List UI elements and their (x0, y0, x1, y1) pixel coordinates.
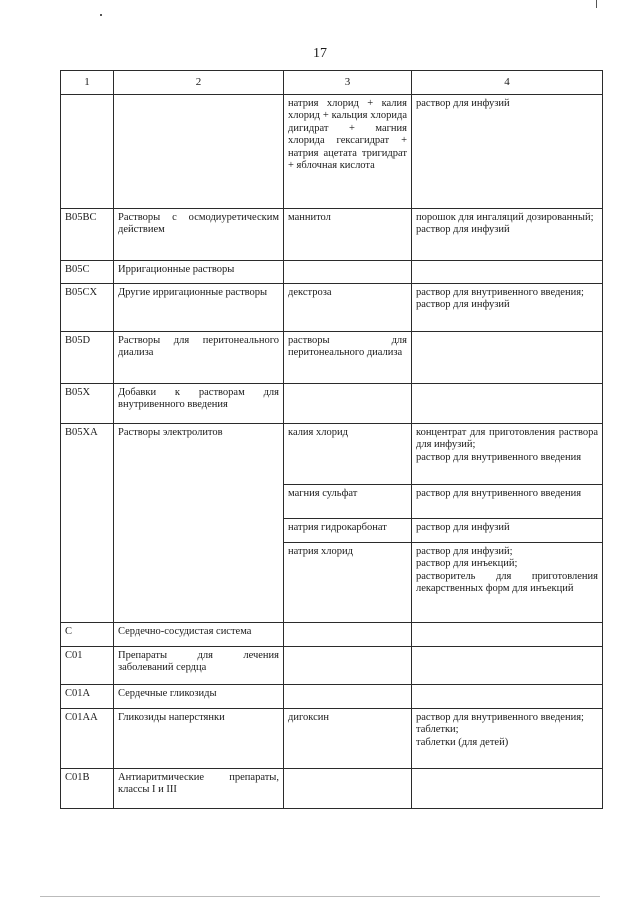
dosage-form-cell: раствор для внутривенного введения; таблетки; таблетки (для детей) (412, 708, 603, 768)
table-row (61, 283, 603, 331)
table-row (61, 423, 603, 484)
dosage-form-cell: раствор для инфузий (412, 518, 603, 542)
atc-code-cell: B05CX (61, 283, 114, 331)
drug-name-cell: декстроза (284, 283, 412, 331)
atc-code-cell: B05C (61, 260, 114, 283)
dosage-form-cell: раствор для инфузий; раствор для инъекций; растворитель для приготовления лекарственных форм для инъекций (412, 542, 603, 622)
drug-name-cell: калия хлорид (284, 423, 412, 484)
dosage-form-cell: раствор для внутривенного введения (412, 484, 603, 518)
drug-name-cell: растворы для перитонеального диализа (284, 331, 412, 383)
dosage-form-cell (412, 684, 603, 708)
drug-name-cell (284, 684, 412, 708)
atc-code-cell: C01 (61, 646, 114, 684)
group-name-cell: Ирригационные растворы (114, 260, 284, 283)
group-name-cell: Гликозиды наперстянки (114, 708, 284, 768)
atc-code-cell: B05XA (61, 423, 114, 622)
table-row (61, 684, 603, 708)
dosage-form-cell: раствор для инфузий (412, 94, 603, 208)
drug-name-cell (284, 260, 412, 283)
table-row (61, 708, 603, 768)
drug-name-cell: магния сульфат (284, 484, 412, 518)
drug-name-cell (284, 768, 412, 808)
atc-code-cell (61, 94, 114, 208)
table-row (61, 94, 603, 208)
group-name-cell: Сердечно-сосудистая система (114, 622, 284, 646)
table-row (61, 768, 603, 808)
drug-name-cell: натрия хлорид (284, 542, 412, 622)
scan-mark (40, 896, 600, 897)
header-col-1: 1 (61, 71, 114, 95)
drug-name-cell (284, 646, 412, 684)
group-name-cell: Добавки к растворам для внутривенного введения (114, 383, 284, 423)
group-name-cell: Антиаритмические препараты, классы I и III (114, 768, 284, 808)
dosage-form-cell (412, 768, 603, 808)
drug-name-cell (284, 622, 412, 646)
atc-code-cell: B05BC (61, 208, 114, 260)
scan-mark (100, 14, 102, 16)
group-name-cell: Препараты для лечения заболеваний сердца (114, 646, 284, 684)
dosage-form-cell (412, 646, 603, 684)
table-row (61, 622, 603, 646)
drug-name-cell: натрия хлорид + калия хлорид + кальция хлорида дигидрат + магния хлорида гексагидрат + натрия ацетата тригидрат + яблочная кислота (284, 94, 412, 208)
scan-mark (596, 0, 597, 8)
page-number: 17 (313, 46, 327, 61)
table-row (61, 208, 603, 260)
dosage-form-cell (412, 383, 603, 423)
dosage-form-cell: раствор для внутривенного введения; раствор для инфузий (412, 283, 603, 331)
drug-name-cell: дигоксин (284, 708, 412, 768)
drug-name-cell: маннитол (284, 208, 412, 260)
table-row (61, 646, 603, 684)
table-row (61, 331, 603, 383)
header-col-3: 3 (284, 71, 412, 95)
header-col-4: 4 (412, 71, 603, 95)
group-name-cell: Сердечные гликозиды (114, 684, 284, 708)
atc-code-cell: B05D (61, 331, 114, 383)
atc-code-cell: C01B (61, 768, 114, 808)
atc-code-cell: C01AA (61, 708, 114, 768)
atc-code-cell: B05X (61, 383, 114, 423)
group-name-cell: Растворы для перитонеального диализа (114, 331, 284, 383)
group-name-cell: Другие ирригационные растворы (114, 283, 284, 331)
atc-code-cell: C (61, 622, 114, 646)
drug-table (60, 70, 603, 809)
dosage-form-cell: порошок для ингаляций дозированный; раствор для инфузий (412, 208, 603, 260)
group-name-cell: Растворы электролитов (114, 423, 284, 622)
atc-code-cell: C01A (61, 684, 114, 708)
dosage-form-cell (412, 260, 603, 283)
dosage-form-cell (412, 331, 603, 383)
drug-name-cell: натрия гидрокарбонат (284, 518, 412, 542)
header-col-2: 2 (114, 71, 284, 95)
dosage-form-cell (412, 622, 603, 646)
dosage-form-cell: концентрат для приготовления раствора для инфузий; раствор для внутривенного введения (412, 423, 603, 484)
drug-name-cell (284, 383, 412, 423)
table-row (61, 383, 603, 423)
table-row (61, 260, 603, 283)
group-name-cell (114, 94, 284, 208)
table-header-row (61, 71, 603, 95)
group-name-cell: Растворы с осмодиуретическим действием (114, 208, 284, 260)
